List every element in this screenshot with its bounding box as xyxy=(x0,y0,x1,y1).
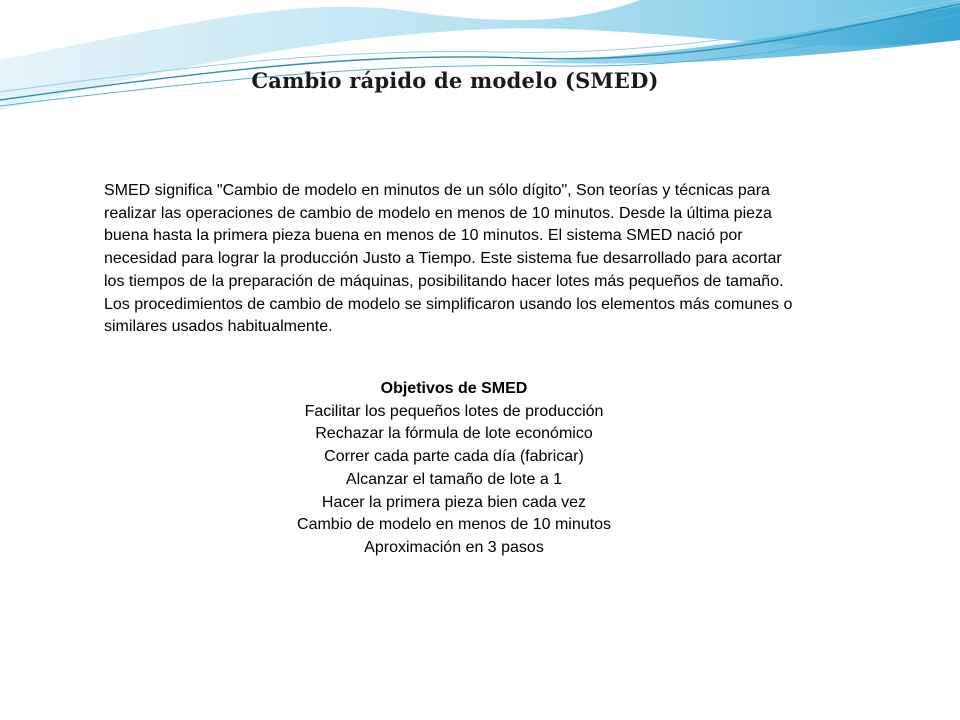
objectives-heading: Objetivos de SMED xyxy=(380,380,528,397)
objective-item: Correr cada parte cada día (fabricar) xyxy=(324,448,584,466)
slide-title: Cambio rápido de modelo (SMED) xyxy=(251,68,659,93)
objectives-list xyxy=(104,401,804,560)
objective-item: Alcanzar el tamaño de lote a 1 xyxy=(345,470,563,488)
objective-item: Facilitar los pequeños lotes de producción xyxy=(304,402,604,420)
objective-item: Aproximación en 3 pasos xyxy=(364,538,544,556)
objective-item: Rechazar la fórmula de lote económico xyxy=(315,425,593,443)
body-paragraph: SMED significa "Cambio de modelo en minutos de un sólo dígito", Son teorías y técnicas para realizar las operaciones de cambio de modelo en menos de 10 minutos. Desde la última pieza buena hasta la primera pieza buena en menos de 10 minutos. El sistema SMED nació por necesidad para lograr la producción Justo a Tiempo. Este sistema fue desarrollado para acortar los tiempos de la preparación de máquinas, posibilitando hacer lotes más pequeños de tamaño. Los procedimientos de cambio de modelo se simplificaron usando los elementos más comunes o similares usados habitualmente. xyxy=(104,182,793,336)
objectives-section xyxy=(104,378,804,560)
objective-item: Cambio de modelo en menos de 10 minutos xyxy=(297,516,611,534)
objective-item: Hacer la primera pieza bien cada vez xyxy=(321,493,587,511)
